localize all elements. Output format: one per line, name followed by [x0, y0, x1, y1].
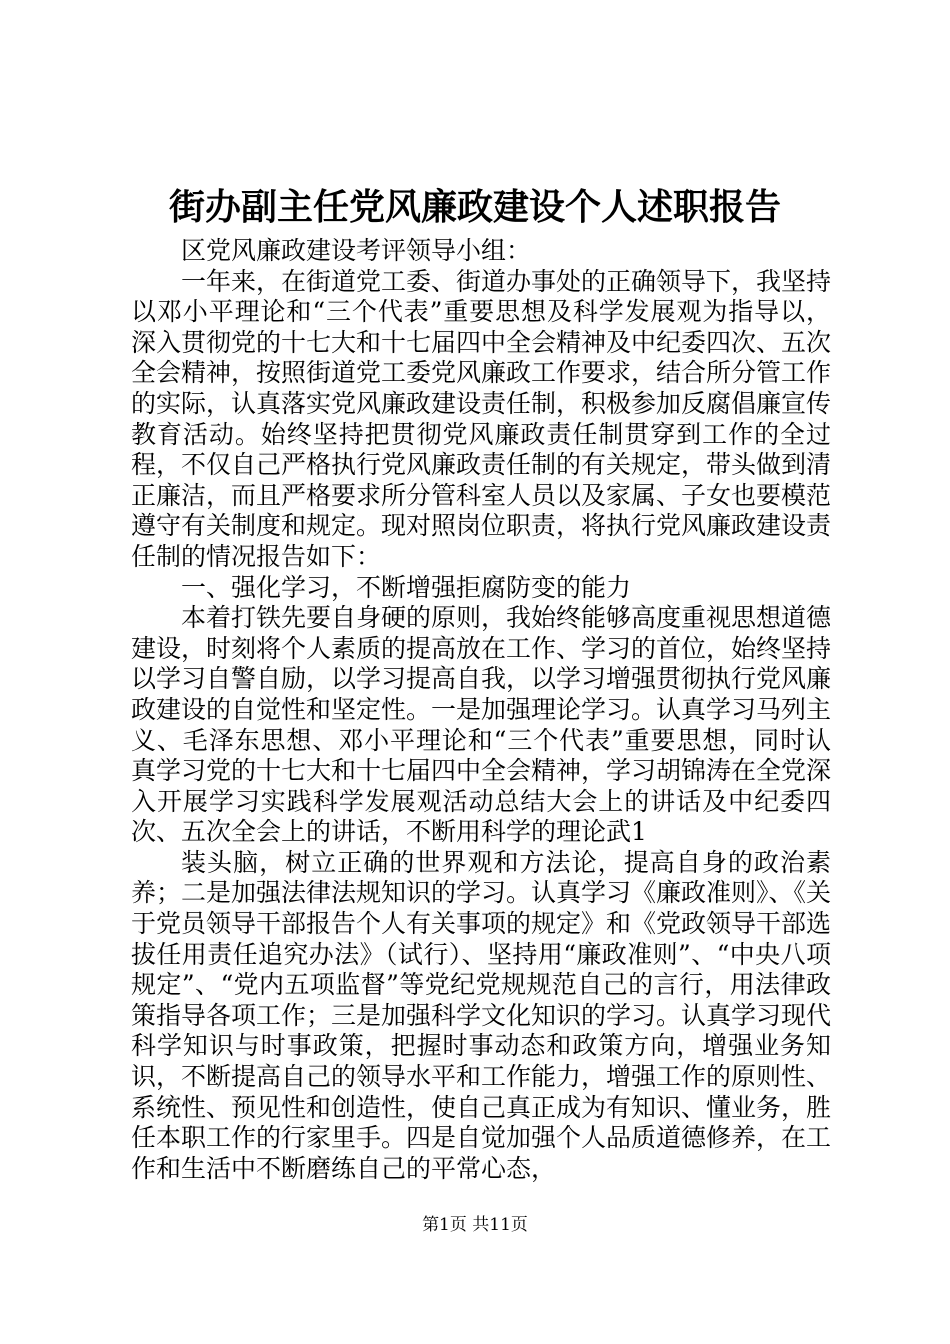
document-title: 街办副主任党风廉政建设个人述职报告 — [168, 186, 781, 228]
section-heading: 一、强化学习，不断增强拒腐防变的能力 — [181, 572, 632, 602]
document-body — [131, 236, 831, 1184]
paragraph-intro: 一年来，在街道党工委、街道办事处的正确领导下，我坚持以邓小平理论和“三个代表”重要思想及科学发展观为指导以，深入贯彻党的十七大和十七届四中全会精神及中纪委四次、五次全会精神，按照街道党工委党风廉政工作要求，结合所分管工作的实际，认真落实党风廉政建设责任制，积极参加反腐倡廉宣传教育活动。始终坚持把贯彻党风廉政责任制贯穿到工作的全过程，不仅自己严格执行党风廉政责任制的有关规定，带头做到清正廉洁，而且严格要求所分管科室人员以及家属、子女也要模范遵守有关制度和规定。现对照岗位职责，将执行党风廉政建设责任制的情况报告如下： — [131, 266, 832, 571]
paragraph-study: 本着打铁先要自身硬的原则，我始终能够高度重视思想道德建设，时刻将个人素质的提高放在工作、学习的首位，始终坚持以学习自警自励，以学习提高自我，以学习增强贯彻执行党风廉政建设的自觉性和坚定性。一是加强理论学习。认真学习马列主义、毛泽东思想、邓小平理论和“三个代表”重要思想，同时认真学习党的十七大和十七届四中全会精神，学习胡锦涛在全党深入开展学习实践科学发展观活动总结大会上的讲话及中纪委四次、五次全会上的讲话，不断用科学的理论武1 — [131, 603, 832, 847]
paragraph-continued: 装头脑，树立正确的世界观和方法论，提高自身的政治素养；二是加强法律法规知识的学习。认真学习《廉政准则》、《关于党员领导干部报告个人有关事项的规定》和《党政领导干部选拔任用责任追究办法》（试行）、坚持用“廉政准则”、“中央八项规定”、“党内五项监督”等党纪党规规范自己的言行，用法律政策指导各项工作；三是加强科学文化知识的学习。认真学习现代科学知识与时事政策，把握时事动态和政策方向，增强业务知识，不断提高自己的领导水平和工作能力，增强工作的原则性、系统性、预见性和创造性，使自己真正成为有知识、懂业务，胜任本职工作的行家里手。四是自觉加强个人品质道德修养，在工作和生活中不断磨练自己的平常心态， — [131, 847, 832, 1183]
page-number: 第1页 共11页 — [422, 1215, 528, 1235]
paragraph-salutation: 区党风廉政建设考评领导小组： — [181, 236, 532, 265]
